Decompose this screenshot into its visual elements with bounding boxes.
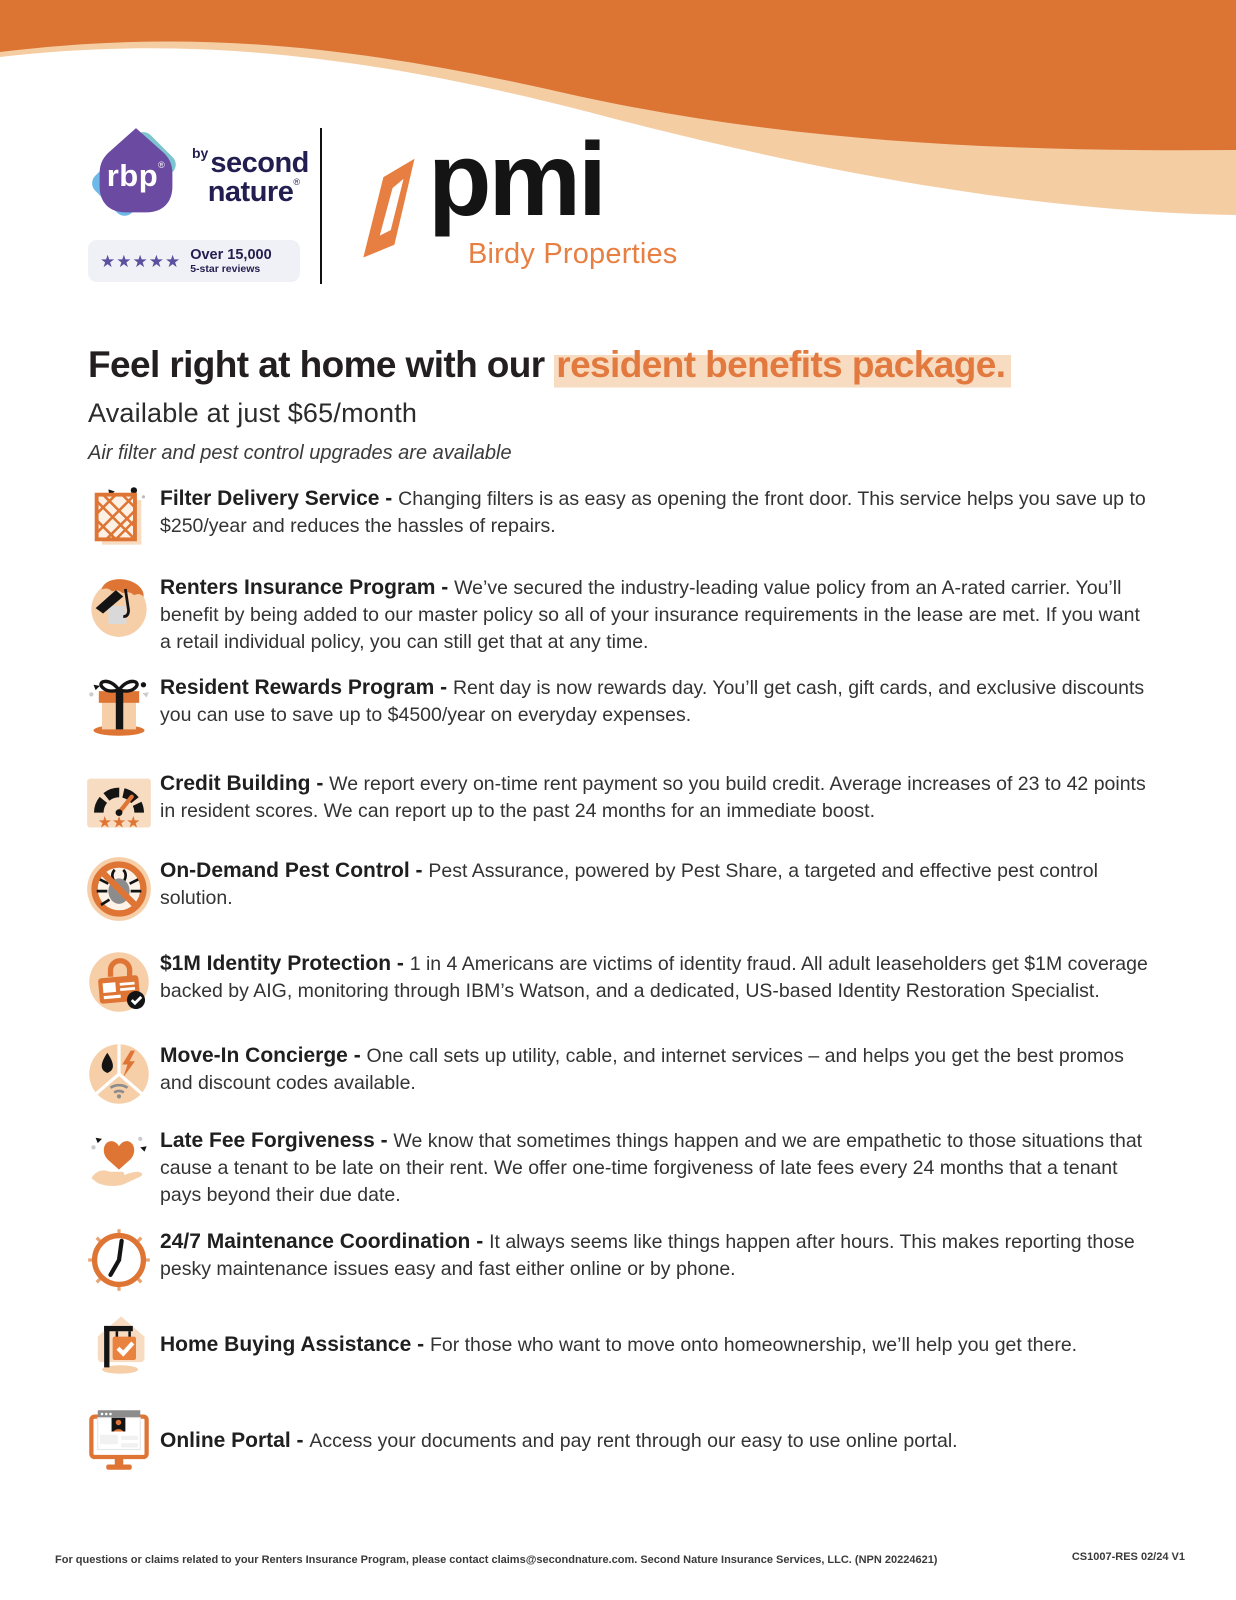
second-nature-wordmark: bysecond nature® <box>192 145 309 208</box>
no-pest-icon <box>78 855 160 923</box>
benefit-text: $1M Identity Protection - 1 in 4 Americans are victims of identity fraud. All adult leaseholders get $1M coverage backed by AIG, monitoring through IBM’s Watson, and a dedicated, US-based Identity Restoration Specialist. <box>160 952 1148 1002</box>
benefit-row-home-buying <box>78 1310 1148 1378</box>
heart-hand-icon <box>78 1125 160 1193</box>
benefit-text: 24/7 Maintenance Coordination - It always seems like things happen after hours. This makes reporting those pesky maintenance issues easy and fast either online or by phone. <box>160 1230 1135 1280</box>
clock-icon <box>78 1226 160 1294</box>
reviews-count: Over 15,000 <box>190 246 272 263</box>
page-title-highlight: resident benefits package. <box>554 344 1011 388</box>
footer-doc-code: CS1007-RES 02/24 V1 <box>1071 1551 1185 1563</box>
benefit-row-credit-building <box>78 768 1148 836</box>
benefit-row-online-portal <box>78 1406 1148 1474</box>
price-subtitle: Available at just $65/month <box>88 398 418 428</box>
benefit-row-move-in-concierge <box>78 1040 1148 1108</box>
benefit-row-resident-rewards <box>78 672 1148 740</box>
reviews-label: 5-star reviews <box>190 263 261 276</box>
benefit-text: Online Portal - Access your documents and pay rent through our easy to use online portal. <box>160 1429 958 1452</box>
benefit-text: Resident Rewards Program - Rent day is now rewards day. You’ll get cash, gift cards, and exclusive discounts you can use to save up to $4500/year on everyday expenses. <box>160 676 1145 726</box>
page-title: Feel right at home with our resident benefits package. <box>88 344 1168 386</box>
benefit-row-late-fee-forgiveness <box>78 1125 1148 1209</box>
benefit-row-filter-delivery <box>78 483 1148 551</box>
svg-text:★★★: ★★★ <box>97 814 141 832</box>
rbp-logo-text: rbp® <box>106 158 166 193</box>
upgrades-note: Air filter and pest control upgrades are available <box>88 442 512 464</box>
pmi-wordmark: pmi <box>428 122 604 238</box>
benefit-row-identity-protection <box>78 948 1148 1016</box>
five-stars-icon: ★★★★★ <box>100 251 182 271</box>
reviews-badge <box>88 240 300 282</box>
umbrella-house-icon <box>78 572 160 640</box>
benefit-row-maintenance <box>78 1226 1148 1294</box>
gift-icon <box>78 672 160 740</box>
benefit-text: On-Demand Pest Control - Pest Assurance, powered by Pest Share, a targeted and effective pest control solution. <box>160 859 1098 909</box>
benefit-text: Renters Insurance Program - We’ve secured the industry-leading value policy from an A-rated carrier. You’ll benefit by being added to our master policy so all of your insurance requirements in the lease are met. If you want a retail individual policy, you can still get that at any time. <box>160 576 1140 653</box>
credit-gauge-icon <box>78 768 160 836</box>
air-filter-icon <box>78 483 160 551</box>
benefit-text: Credit Building - We report every on-time rent payment so you build credit. Average increases of 23 to 42 points in resident scores. We can report up to the past 24 months for an immediate boost. <box>160 772 1146 822</box>
benefit-row-pest-control <box>78 855 1148 923</box>
online-portal-icon <box>78 1406 160 1474</box>
benefit-row-renters-insurance <box>78 572 1148 656</box>
home-sign-icon <box>78 1310 160 1378</box>
logo-divider <box>320 128 322 284</box>
id-protection-icon <box>78 948 160 1016</box>
benefit-text: Filter Delivery Service - Changing filters is as easy as opening the front door. This service helps you save up to $250/year and reduces the hassles of repairs. <box>160 487 1146 537</box>
pmi-company-name: Birdy Properties <box>468 238 678 270</box>
pmi-logo-icon <box>356 152 420 268</box>
footer-disclaimer: For questions or claims related to your Renters Insurance Program, please contact claims@secondnature.com. Second Nature Insurance Services, LLC. (NPN 20224621) <box>55 1554 938 1566</box>
benefit-text: Move-In Concierge - One call sets up utility, cable, and internet services – and helps you get the best promos and discount codes available. <box>160 1044 1124 1094</box>
benefit-text: Late Fee Forgiveness - We know that sometimes things happen and we are empathetic to those situations that cause a tenant to be late on their rent. We offer one-time forgiveness of late fees every 24 months that a tenant pays beyond their due date. <box>160 1129 1143 1206</box>
benefit-text: Home Buying Assistance - For those who want to move onto homeownership, we’ll help you get there. <box>160 1333 1078 1356</box>
utilities-icon <box>78 1040 160 1108</box>
